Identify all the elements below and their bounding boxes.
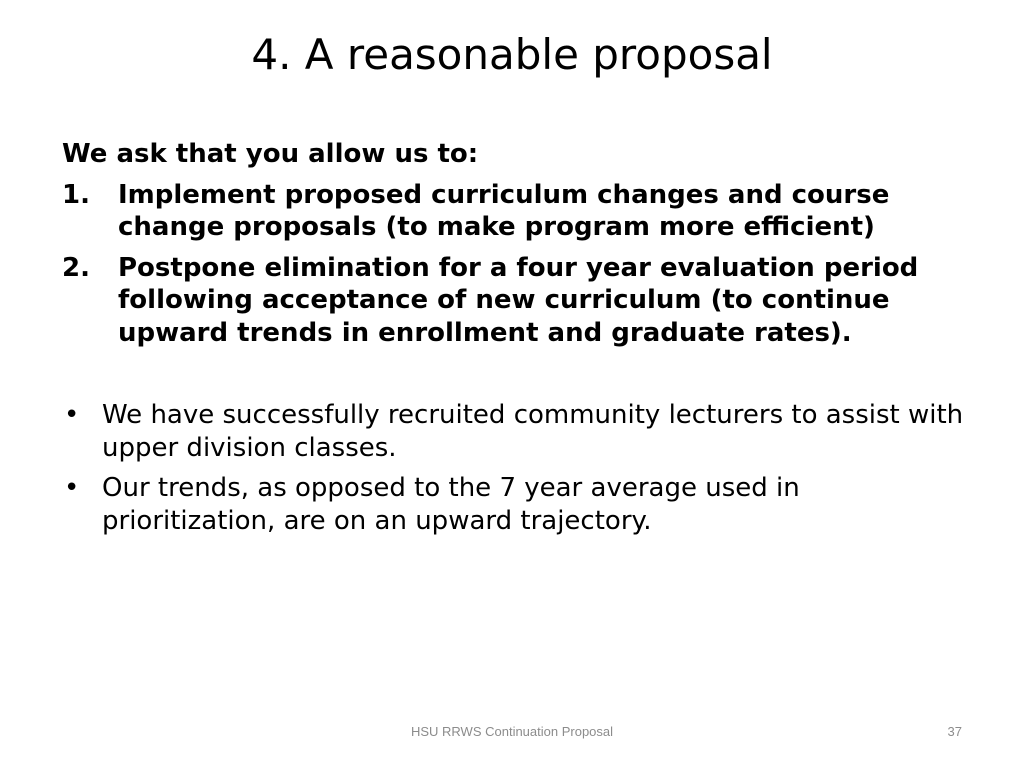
bullet-item [62,472,967,537]
slide-body [62,138,967,545]
numbered-item [62,179,967,244]
bullet-item [62,399,967,464]
footer-text: HSU RRWS Continuation Proposal [410,724,614,739]
list-number: 2. [62,252,90,283]
bullet-dot: • [64,473,80,503]
bullet-text: We have successfully recruited community lecturers to assist with upper division classes. [102,400,964,463]
numbered-item-text: Postpone elimination for a four year evaluation period following acceptance of new curriculum (to continue upward trends in enrollment and graduate rates). [118,252,919,348]
page-number: 37 [947,724,962,739]
intro-text: We ask that you allow us to: [62,139,479,169]
bullet-dot: • [64,400,80,430]
numbered-item-text: Implement proposed curriculum changes and course change proposals (to make program more efficient) [118,179,890,242]
slide-title: 4. A reasonable proposal [251,30,773,79]
spacer [62,357,967,399]
bullet-text: Our trends, as opposed to the 7 year average used in prioritization, are on an upward trajectory. [102,473,800,536]
list-number: 1. [62,179,90,210]
numbered-item [62,252,967,350]
